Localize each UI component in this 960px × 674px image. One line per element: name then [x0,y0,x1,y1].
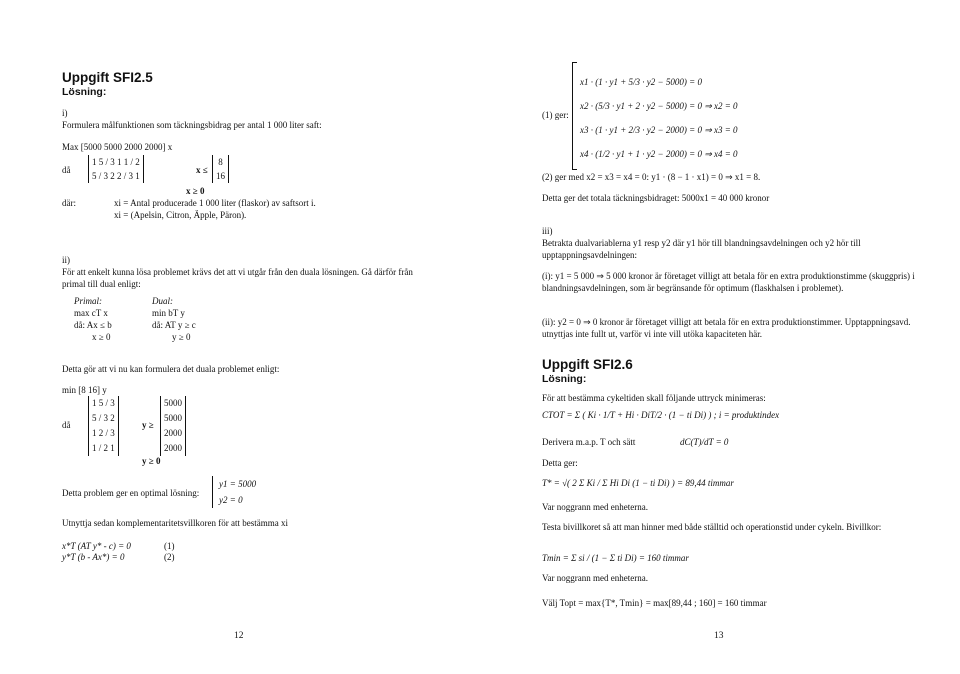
equation-system [580,70,738,166]
optimal-values [212,476,256,508]
losning-heading-2: Lösning: [542,373,587,385]
detta-ger: Detta ger: [542,458,578,468]
equation-row: x3 · (1 · y1 + 2/3 · y2 − 2000) = 0 ⇒ x3 = 0 [580,125,738,135]
complementarity-1-number: (1) [164,541,175,551]
part-ii-label: ii) [62,255,70,265]
iii-ii-text: (ii): y2 = 0 ⇒ 0 kronor är företaget villigt att betala för en extra produktionstimmer. Upptappningsavd. utnyttjas inte fullt ut, varför vi inte vill utöka kapaciteten här. [542,317,911,339]
matrix-row: 1 5 / 3 1 1 / 2 [92,157,140,167]
part-ii-text: För att enkelt kunna lösa problemet krävs det att vi utgår från den duala lösningen. Gå därför från primal till dual enligt: [62,267,413,289]
units-note-1: Var noggrann med enheterna. [542,502,648,512]
part-i-text: Formulera målfunktionen som täckningsbidrag per antal 1 000 liter saft: [62,120,322,130]
dual-inequality: y ≥ [142,420,154,430]
complementarity-2: y*T (b - Ax*) = 0 [62,552,125,562]
part-iii-label: iii) [542,226,553,236]
ger-1-label: (1) ger: [542,110,569,120]
rhs-value: 2000 [164,443,182,453]
dual-nonneg: y ≥ 0 [172,332,191,342]
rhs-value: 5000 [164,398,182,408]
dual-objective: min bT y [152,308,185,318]
nonnegativity: x ≥ 0 [186,186,205,196]
ctot-formula: CTOT = Σ ( Ki · 1/T + Hi · DiT/2 · (1 − ti Di) ) ; i = produktindex [542,410,780,420]
equation-row: x4 · (1/2 · y1 + 1 · y2 − 2000) = 0 ⇒ x4 = 0 [580,149,738,159]
objective-function: Max [5000 5000 2000 2000] x [62,142,173,152]
primal-objective: max cT x [74,308,108,318]
da-label-dual: då [62,420,71,430]
dual-heading: Dual: [152,296,173,306]
valj-text: Välj Topt = max{T*, Tmin} = max[89,44 ; 160] = 160 timmar [542,598,767,608]
right-page [480,0,960,674]
system-brace [572,62,577,170]
dual-nonneg-2: y ≥ 0 [142,456,161,466]
complementarity-1: x*T (AT y* - c) = 0 [62,541,131,551]
optimal-text: Detta problem ger en optimal lösning: [62,488,200,498]
matrix-row: 1 5 / 3 [92,398,115,408]
rhs-value: 2000 [164,428,182,438]
dual-objective-min: min [8 16] y [62,385,107,395]
optimal-y2: y2 = 0 [219,495,243,505]
page-number: 12 [234,631,244,641]
dual-intro: Detta gör att vi nu kan formulera det duala problemet enligt: [62,364,280,374]
ger-2: (2) ger med x2 = x3 = x4 = 0: y1 · (8 − 1 · x1) = 0 ⇒ x1 = 8. [542,172,761,182]
dual-rhs [160,396,186,456]
part-iii-text: Betrakta dualvariablerna y1 resp y2 där y1 hör till blandningsavdelningen och y2 hör till upptappningsavdelningen: [542,238,861,260]
inequality: x ≤ [196,165,208,175]
testa-text: Testa bivillkoret så att man hinner med både ställtid och operationstid under cykeln. Bivillkor: [542,522,882,532]
constraint-matrix [88,155,144,183]
total-contribution: Detta ger det totala täckningsbidraget: 5000x1 = 40 000 kronor [542,193,770,203]
variable-set: xi = (Apelsin, Citron, Äpple, Päron). [114,210,247,220]
matrix-row: 5 / 3 2 2 / 3 1 [92,171,140,181]
complementarity-2-number: (2) [164,552,175,562]
units-note-2: Var noggrann med enheterna. [542,573,648,583]
dual-constraint: då: AT y ≥ c [152,320,196,330]
matrix-row: 1 / 2 1 [92,443,115,453]
dual-matrix [88,396,119,456]
rhs-value: 16 [216,171,225,181]
rhs-vector [212,155,229,183]
tmin-formula: Tmin = Σ si / (1 − Σ ti Di) = 160 timmar [542,553,689,563]
dar-label: där: [62,198,76,208]
primal-constraint: då: Ax ≤ b [74,320,112,330]
equation-row: x2 · (5/3 · y1 + 2 · y2 − 5000) = 0 ⇒ x2 = 0 [580,101,738,111]
optimal-y1: y1 = 5000 [219,479,257,489]
matrix-row: 5 / 3 2 [92,413,115,423]
primal-nonneg: x ≥ 0 [92,332,111,342]
section-title: Uppgift SFI2.6 [542,357,633,372]
intro-text: För att bestämma cykeltiden skall följande uttryck minimeras: [542,393,766,403]
variable-definition: xi = Antal producerade 1 000 liter (flaskor) av saftsort i. [114,198,316,208]
complementarity-text: Utnyttja sedan komplementaritetsvillkoren för att bestämma xi [62,518,288,528]
equation-row: x1 · (1 · y1 + 5/3 · y2 − 5000) = 0 [580,77,702,87]
part-i-label: i) [62,108,68,118]
da-label: då [62,165,71,175]
derivative-equation: dC(T)/dT = 0 [680,437,729,447]
primal-heading: Primal: [74,296,102,306]
rhs-value: 8 [218,157,223,167]
derivera-text: Derivera m.a.p. T och sätt [542,437,636,447]
page-number-right: 13 [714,631,724,641]
matrix-row: 1 2 / 3 [92,428,115,438]
losning-heading: Lösning: [62,86,107,98]
page-title: Uppgift SFI2.5 [62,70,153,85]
tstar-formula: T* = √( 2 Σ Ki / Σ Hi Di (1 − ti Di) ) = 89,44 timmar [542,478,734,488]
iii-i-text: (i): y1 = 5 000 ⇒ 5 000 kronor är företaget villigt att betala för en extra produktionstimme (skuggpris) i blandningsavdelningen, som är begränsande för optimum (flaskhalsen i problemet). [542,271,915,293]
rhs-value: 5000 [164,413,182,423]
